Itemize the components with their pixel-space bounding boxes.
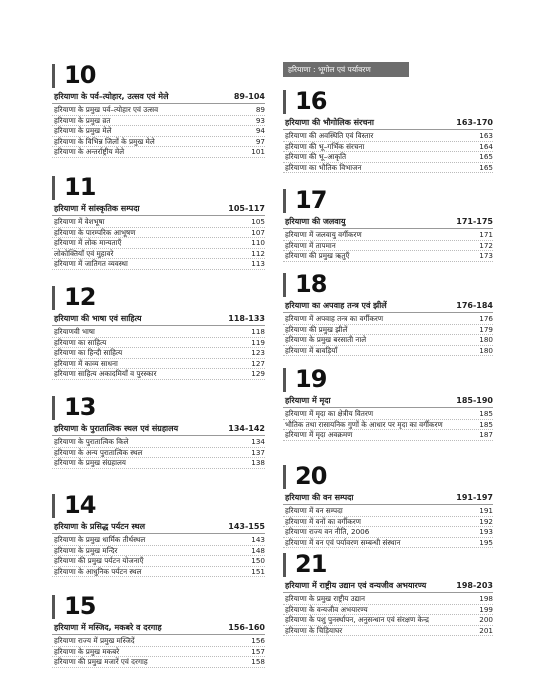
topic-row[interactable] (52, 228, 265, 239)
topic-row[interactable] (52, 567, 265, 578)
topic-row[interactable] (283, 325, 493, 336)
chapter-title: हरियाणा की जलवायु (285, 217, 346, 226)
chapter-number: 21 (295, 550, 327, 578)
chapter-page-range: 118-133 (228, 314, 265, 323)
chapter-title: हरियाणा के पुरातात्विक स्थल एवं संग्रहालय (54, 424, 179, 433)
chapter-number: 15 (64, 592, 96, 620)
topic-row[interactable] (52, 147, 265, 158)
topic-page-number: 150 (251, 556, 265, 566)
topic-page-number: 94 (255, 126, 265, 136)
chapter-title: हरियाणा का अपवाह तन्त्र एवं झीलें (285, 301, 387, 310)
topic-page-number: 137 (251, 447, 265, 457)
chapter-page-range: 89-104 (233, 92, 265, 101)
topic-row[interactable] (283, 230, 493, 241)
topic-title: हरियाणा की प्रमुख मजारें एवं दरगाह (54, 657, 148, 667)
topic-page-number: 118 (251, 327, 265, 336)
chapter-marker-bar (52, 286, 55, 310)
topic-row[interactable] (283, 163, 493, 174)
topic-row[interactable] (52, 636, 265, 647)
topic-page-number: 198 (479, 594, 493, 603)
topic-title: हरियाणा में वनों का वर्गीकरण (285, 516, 361, 526)
topic-title: हरियाणा के प्रमुख राष्ट्रीय उद्यान (285, 594, 365, 603)
chapter-page-range: 156-160 (228, 623, 265, 632)
topic-row[interactable] (52, 647, 265, 658)
chapter-title: हरियाणा की भाषा एवं साहित्य (54, 314, 142, 323)
topic-page-number: 192 (479, 516, 493, 526)
topic-page-number: 199 (479, 604, 493, 614)
topic-row[interactable] (52, 359, 265, 370)
chapter-number-block (52, 172, 265, 202)
chapter-title: हरियाणा की भौगोलिक संरचना (285, 118, 374, 127)
topic-row[interactable] (283, 420, 493, 431)
chapter-title-row[interactable] (52, 422, 265, 436)
topic-title: हरियाणा के प्रमुख मन्दिर (54, 545, 118, 555)
chapter-title-row[interactable] (283, 215, 493, 229)
topic-row[interactable] (283, 314, 493, 325)
topic-title: हरियाणा की भू–गर्भिक संरचना (285, 141, 365, 151)
topic-title: हरियाणा में मृदा अवक्रमण (285, 430, 353, 440)
topic-title: हरियाणा में बावड़ियाँ (285, 345, 338, 355)
topic-page-number: 105 (251, 217, 265, 226)
chapter-number-block (283, 549, 493, 579)
topic-title: हरियाणा राज्य वन नीति, 2006 (285, 527, 370, 537)
chapter-number: 20 (295, 462, 327, 490)
chapter-title-row[interactable] (52, 202, 265, 216)
topic-row[interactable] (283, 142, 493, 153)
topic-row[interactable] (283, 430, 493, 441)
topic-title: हरियाणा की अवस्थिति एवं विस्तार (285, 131, 374, 140)
chapter-number: 16 (295, 87, 327, 115)
topic-row[interactable] (52, 546, 265, 557)
chapter-19 (283, 364, 493, 441)
chapter-number: 19 (295, 365, 327, 393)
chapter-page-range: 176-184 (456, 301, 493, 310)
chapter-marker-bar (283, 189, 286, 213)
topic-title: लोकोक्तियाँ एवं मुहावरे (54, 248, 114, 258)
topic-title: हरियाणा के विभिन्न जिलों के प्रमुख मेले (54, 136, 155, 146)
topic-title: हरियाणा के प्रमुख मकबरे (54, 646, 120, 656)
topic-page-number: 195 (479, 537, 493, 547)
chapter-20 (283, 461, 493, 548)
topic-page-number: 180 (479, 345, 493, 355)
topic-page-number: 163 (479, 131, 493, 140)
topic-page-number: 113 (251, 259, 265, 269)
topic-title: हरियाणा साहित्य अकादमियाँ व पुरस्कार (54, 369, 157, 379)
chapter-title-row[interactable] (283, 116, 493, 130)
topic-page-number: 200 (479, 615, 493, 625)
topic-title: हरियाणा में वन सम्पदा (285, 506, 343, 515)
chapter-marker-bar (283, 553, 286, 577)
topic-page-number: 138 (251, 458, 265, 468)
topic-title: हरियाणा के पुरातात्विक किले (54, 437, 129, 446)
topic-row[interactable] (283, 594, 493, 605)
topic-row[interactable] (283, 626, 493, 637)
topic-page-number: 101 (251, 147, 265, 157)
topic-row[interactable] (52, 348, 265, 359)
topic-page-number: 158 (251, 657, 265, 667)
topic-title: हरियाणा का साहित्य (54, 337, 107, 347)
chapter-17 (283, 185, 493, 262)
topic-page-number: 172 (479, 240, 493, 250)
topic-title: हरियाणा के प्रमुख व्रत (54, 115, 111, 125)
topic-page-number: 165 (479, 152, 493, 162)
topic-row[interactable] (52, 369, 265, 380)
topic-title: हरियाणा में मृदा का क्षेत्रीय वितरण (285, 409, 374, 418)
topic-row[interactable] (283, 152, 493, 163)
topic-page-number: 107 (251, 227, 265, 237)
chapter-number: 12 (64, 283, 96, 311)
topic-title: भौतिक तथा रासायनिक गुणों के आधार पर मृदा का वर्गीकरण (285, 419, 443, 429)
chapter-number-block (283, 86, 493, 116)
topic-title: हरियाणा में अपवाह तन्त्र का वर्गीकरण (285, 314, 384, 323)
topic-row[interactable] (283, 131, 493, 142)
topic-page-number: 185 (479, 409, 493, 418)
topic-page-number: 127 (251, 358, 265, 368)
chapter-number-block (52, 60, 265, 90)
topic-page-number: 165 (479, 162, 493, 172)
topic-page-number: 193 (479, 527, 493, 537)
chapter-title-row[interactable] (52, 312, 265, 326)
topic-page-number: 143 (251, 535, 265, 544)
chapter-number-block (283, 364, 493, 394)
topic-page-number: 134 (251, 437, 265, 446)
chapter-21 (283, 549, 493, 636)
chapter-page-range: 198-203 (456, 581, 493, 590)
chapter-title: हरियाणा में सांस्कृतिक सम्पदा (54, 204, 140, 213)
topic-title: हरियाणा के प्रमुख धार्मिक तीर्थस्थल (54, 535, 146, 544)
chapter-number: 14 (64, 491, 96, 519)
chapter-marker-bar (52, 595, 55, 619)
topic-row[interactable] (52, 116, 265, 127)
topic-page-number: 151 (251, 566, 265, 576)
chapter-marker-bar (52, 64, 55, 88)
chapter-marker-bar (283, 368, 286, 392)
topic-page-number: 119 (251, 337, 265, 347)
chapter-title: हरियाणा के प्रसिद्ध पर्यटन स्थल (54, 522, 146, 531)
topic-title: हरियाणवी भाषा (54, 327, 95, 336)
chapter-title-row[interactable] (283, 579, 493, 593)
chapter-13 (52, 392, 265, 469)
topic-title: हरियाणा में तापमान (285, 240, 336, 250)
topic-row[interactable] (52, 137, 265, 148)
chapter-title: हरियाणा में मृदा (285, 396, 331, 405)
chapter-page-range: 134-142 (228, 424, 265, 433)
topic-title: हरियाणा के प्रमुख पर्व–त्योहार एवं उत्सव (54, 105, 159, 114)
topic-title: हरियाणा की भू–आकृति (285, 152, 347, 162)
topic-row[interactable] (52, 535, 265, 546)
chapter-marker-bar (52, 176, 55, 200)
topic-title: हरियाणा में वेशभूषा (54, 217, 105, 226)
topic-title: हरियाणा में लोक मान्यताएँ (54, 238, 122, 248)
chapter-15 (52, 591, 265, 668)
chapter-page-range: 185-190 (456, 396, 493, 405)
chapter-number-block (283, 461, 493, 491)
topic-title: हरियाणा में जलवायु वर्गीकरण (285, 230, 362, 239)
topic-row[interactable] (52, 458, 265, 469)
topic-title: हरियाणा के अन्य पुरातात्विक स्थल (54, 447, 143, 457)
topic-title: हरियाणा का भौतिक विभाजन (285, 162, 362, 172)
chapter-title: हरियाणा में मस्जिद, मकबरे व दरगाह (54, 623, 162, 632)
topic-title: हरियाणा के अन्तर्राष्ट्रीय मेले (54, 147, 125, 157)
topic-page-number: 156 (251, 636, 265, 645)
topic-page-number: 110 (251, 238, 265, 248)
chapter-16 (283, 86, 493, 173)
chapter-title: हरियाणा में राष्ट्रीय उद्यान एवं वन्यजीव अभयारण्य (285, 581, 427, 590)
section-banner: हरियाणा : भूगोल एवं पर्यावरण (283, 62, 409, 77)
topic-title: हरियाणा के प्रमुख संग्रहालय (54, 458, 126, 468)
topic-page-number: 191 (479, 506, 493, 515)
topic-title: हरियाणा की प्रमुख ऋतुएँ (285, 251, 350, 261)
topic-title: हरियाणा के प्रमुख मेले (54, 126, 112, 136)
chapter-title: हरियाणा की वन सम्पदा (285, 493, 354, 502)
topic-title: हरियाणा में काव्य साधना (54, 358, 118, 368)
topic-row[interactable] (283, 615, 493, 626)
topic-row[interactable] (52, 238, 265, 249)
chapter-title-row[interactable] (283, 299, 493, 313)
chapter-marker-bar (283, 90, 286, 114)
topic-page-number: 171 (479, 230, 493, 239)
topic-row[interactable] (283, 409, 493, 420)
chapter-number-block (283, 185, 493, 215)
chapter-page-range: 143-155 (228, 522, 265, 531)
chapter-number-block (52, 392, 265, 422)
chapter-14 (52, 490, 265, 577)
topic-row[interactable] (283, 527, 493, 538)
chapter-title-row[interactable] (52, 520, 265, 534)
topic-page-number: 112 (251, 248, 265, 258)
topic-page-number: 176 (479, 314, 493, 323)
topic-page-number: 148 (251, 545, 265, 555)
topic-row[interactable] (52, 448, 265, 459)
topic-page-number: 185 (479, 419, 493, 429)
chapter-title-row[interactable] (52, 621, 265, 635)
topic-title: हरियाणा का हिन्दी साहित्य (54, 348, 123, 358)
chapter-marker-bar (52, 494, 55, 518)
chapter-page-range: 191-197 (456, 493, 493, 502)
topic-page-number: 180 (479, 335, 493, 345)
chapter-page-range: 105-117 (228, 204, 265, 213)
topic-title: हरियाणा के पशु पुनर्स्थापन, अनुसन्धान एवं संरक्षण केन्द्र (285, 615, 430, 625)
chapter-marker-bar (283, 465, 286, 489)
topic-row[interactable] (52, 327, 265, 338)
topic-title: हरियाणा के प्रमुख बरसाती नाले (285, 335, 367, 345)
topic-row[interactable] (283, 346, 493, 357)
topic-row[interactable] (283, 335, 493, 346)
chapter-title-row[interactable] (283, 394, 493, 408)
topic-page-number: 164 (479, 141, 493, 151)
chapter-18 (283, 269, 493, 356)
topic-page-number: 89 (255, 105, 265, 114)
topic-page-number: 93 (255, 115, 265, 125)
topic-row[interactable] (52, 657, 265, 668)
chapter-title-row[interactable] (52, 90, 265, 104)
chapter-number: 10 (64, 61, 96, 89)
chapter-number: 18 (295, 270, 327, 298)
chapter-number-block (52, 282, 265, 312)
topic-page-number: 201 (479, 625, 493, 635)
chapter-10 (52, 60, 265, 158)
chapter-page-range: 163-170 (456, 118, 493, 127)
topic-title: हरियाणा के आधुनिक पर्यटन स्थल (54, 566, 142, 576)
topic-page-number: 173 (479, 251, 493, 261)
chapter-number: 13 (64, 393, 96, 421)
topic-row[interactable] (283, 538, 493, 549)
chapter-12 (52, 282, 265, 380)
chapter-11 (52, 172, 265, 270)
topic-title: हरियाणा के वन्यजीव अभयारण्य (285, 604, 368, 614)
topic-row[interactable] (52, 437, 265, 448)
topic-row[interactable] (283, 506, 493, 517)
chapter-number: 17 (295, 186, 327, 214)
topic-title: हरियाणा के चिड़ियाघर (285, 625, 343, 635)
chapter-number-block (52, 591, 265, 621)
chapter-title-row[interactable] (283, 491, 493, 505)
topic-row[interactable] (283, 517, 493, 528)
topic-row[interactable] (52, 249, 265, 260)
topic-title: हरियाणा के पारम्परिक आभूषण (54, 227, 136, 237)
chapter-marker-bar (52, 396, 55, 420)
topic-title: हरियाणा में वन एवं पर्यावरण सम्बन्धी संस्थान (285, 537, 401, 547)
topic-row[interactable] (52, 556, 265, 567)
chapter-number-block (52, 490, 265, 520)
topic-page-number: 187 (479, 430, 493, 440)
topic-row[interactable] (52, 126, 265, 137)
topic-row[interactable] (283, 605, 493, 616)
chapter-marker-bar (283, 273, 286, 297)
topic-title: हरियाणा की प्रमुख झीलें (285, 324, 348, 334)
chapter-number-block (283, 269, 493, 299)
chapter-number: 11 (64, 173, 96, 201)
topic-page-number: 179 (479, 324, 493, 334)
topic-title: हरियाणा राज्य में प्रमुख मस्जिदें (54, 636, 135, 645)
topic-title: हरियाणा की प्रमुख पर्यटन योजनाएँ (54, 556, 144, 566)
topic-page-number: 97 (255, 136, 265, 146)
topic-row[interactable] (52, 259, 265, 270)
topic-row[interactable] (283, 251, 493, 262)
topic-title: हरियाणा में जातिगत व्यवस्था (54, 259, 128, 269)
topic-page-number: 157 (251, 646, 265, 656)
topic-page-number: 123 (251, 348, 265, 358)
chapter-title: हरियाणा के पर्व–त्योहार, उत्सव एवं मेले (54, 92, 169, 101)
topic-row[interactable] (52, 217, 265, 228)
chapter-page-range: 171-175 (456, 217, 493, 226)
topic-row[interactable] (52, 105, 265, 116)
topic-row[interactable] (52, 338, 265, 349)
topic-page-number: 129 (251, 369, 265, 379)
topic-row[interactable] (283, 241, 493, 252)
